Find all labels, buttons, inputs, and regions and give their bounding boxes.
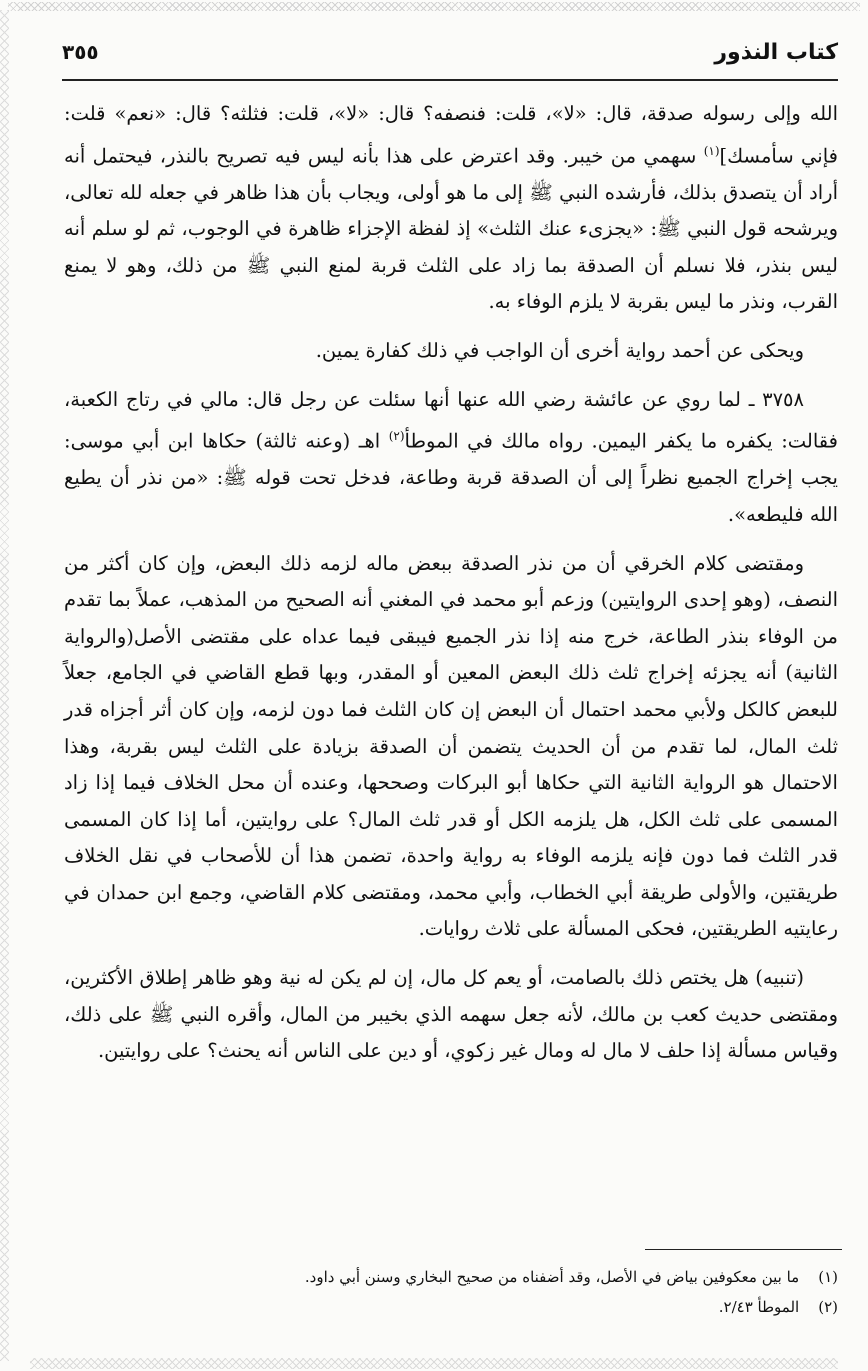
text-line: المال، وأقره النبي ﷺ على ذلك، وقياس مسألة إذا حلف لا مال له ومال غير <box>64 1002 838 1063</box>
text-line: زكوي، أو دين على الناس أنه يحنث؟ على روايتين. <box>97 1039 495 1063</box>
footnote-text: الموطأ ٢/٤٣. <box>718 1298 800 1316</box>
footnotes <box>64 1262 838 1322</box>
text-line: «نعم» قلت: فإني سأمسك] <box>64 102 839 168</box>
text-line: ٣٧٥٨ ـ لما روي عن عائشة رضي الله عنها أنها سئلت عن رجل قال: مالي في <box>166 387 805 411</box>
text-line: إطلاق الأكثرين، ومقتضى حديث كعب بن مالك، لأنه جعل سهمه الذي بخيبر من <box>64 966 839 1026</box>
text-line: رتاج الكعبة، فقالت: يكفره ما يكفر اليمين. رواه مالك في الموطأ <box>64 387 838 453</box>
text-line: وأبي محمد، ومقتضى كلام القاضي، وجمع ابن حمدان في رعايتيه الطريقتين، فحكى <box>64 880 838 941</box>
text-line: الاحتمال هو الرواية الثانية التي حكاها أبو البركات وصححها، وعنده أن محل الخلاف <box>163 771 838 795</box>
text-line: ما ليس بقربة لا يلزم الوفاء به. <box>488 290 735 314</box>
footnote-ref: (١) <box>703 143 720 158</box>
paragraph <box>64 960 838 1070</box>
text-line: احتمال أن البعض إن كان الثلث فما دون لزمه، وإن كان أثر أجزاه قدر ثلث المال، <box>64 697 838 758</box>
header-rule <box>62 79 838 81</box>
text-line: اهـ (وعنه ثالثة) <box>255 429 381 453</box>
paragraph <box>64 546 838 949</box>
footnote-number: (١) <box>818 1268 838 1286</box>
text-line: تحت قوله ﷺ: «من نذر أن يطيع الله فليطعه». <box>64 466 838 526</box>
text-line: ويجاب بأن هذا ظاهر في جعله لله تعالى، ويرشحه قول النبي ﷺ: «يجزىء عنك <box>64 180 839 241</box>
footnote <box>64 1292 838 1322</box>
main-text <box>64 96 838 1070</box>
footnote <box>64 1262 838 1292</box>
text-line: تضمن هذا أن للأصحاب في نقل الخلاف طريقتين، والأولى طريقة أبي الخطاب، <box>64 844 838 904</box>
text-line: تصريح بالنذر، فيحتمل أنه أراد أن يتصدق بذلك، فأرشده النبي ﷺ إلى ما هو أولى، <box>64 144 839 204</box>
text-line: من المذهب، عملاً بما تقدم من الوفاء بنذر الطاعة، خرج منه إذا نذر الجميع فيبقى <box>64 588 838 648</box>
text-line: المسألة على ثلاث روايات. <box>418 917 630 941</box>
text-line: سهمي من خيبر. وقد اعترض على هذا بأنه ليس فيه <box>274 144 697 168</box>
text-line: كان أكثر من النصف، (وهو إحدى الروايتين) وزعم أبو محمد في المغني أنه الصحيح <box>64 551 839 612</box>
text-line: حكاها ابن أبي موسى: يجب إخراج الجميع نظراً إلى أن الصدقة قربة وطاعة، فدخل <box>64 429 838 490</box>
footnote-text: ما بين معكوفين بياض في الأصل، وقد أضفناه من صحيح البخاري وسنن أبي داود. <box>304 1268 800 1286</box>
chapter-title: كتاب النذور <box>714 40 838 65</box>
text-line: ويحكى عن أحمد رواية أخرى أن الواجب في ذلك كفارة يمين. <box>315 339 804 363</box>
decorative-border-bottom <box>30 1358 838 1369</box>
footnote-number: (٢) <box>818 1298 838 1316</box>
text-line: (تنبيه) هل يختص ذلك بالصامت، أو يعم كل مال، إن لم يكن له نية وهو ظاهر <box>193 966 805 990</box>
paragraph <box>64 333 838 370</box>
text-line: الله وإلى رسوله صدقة، قال: «لا»، قلت: فنصفه؟ قال: «لا»، قلت: فثلثه؟ قال: <box>175 102 838 125</box>
text-line: لما تقدم من أن الحديث يتضمن أن الصدقة بزيادة على الثلث ليس بقربة، وهذا <box>64 734 738 758</box>
text-line: الثلث» إذ لفظة الإجزاء ظاهرة في الوجوب، ثم لو سلم أنه ليس بنذر، فلا نسلم أن <box>64 217 838 277</box>
page-number: ٣٥٥ <box>62 40 99 64</box>
paragraph <box>64 96 838 321</box>
decorative-border-left <box>0 10 9 1361</box>
text-line: فيما عداه على مقتضى الأصل(والرواية الثانية) أنه يجزئه إخراج ثلث ذلك البعض <box>64 624 838 685</box>
text-line: ومقتضى كلام الخرقي أن من نذر الصدقة ببعض ماله لزمه ذلك البعض، وإن <box>176 551 805 575</box>
text-line: المعين أو المقدر، وبها قطع القاضي في الجامع، جعلاً للبعض كالكل ولأبي محمد <box>64 661 838 721</box>
running-header <box>62 40 838 82</box>
text-line: فيما إذا زاد المسمى على ثلث الكل، هل يلزمه الكل أو قدر ثلث المال؟ على <box>64 771 838 831</box>
footnote-ref: (٢) <box>388 429 405 444</box>
footnote-rule <box>645 1249 842 1250</box>
paragraph <box>64 382 838 534</box>
text-line: الصدقة بما زاد على الثلث قربة لمنع النبي ﷺ من ذلك، وهو لا يمنع القرب، ونذر <box>64 253 838 314</box>
decorative-border-top <box>8 2 860 11</box>
text-line: روايتين، أما إذا كان المسمى قدر الثلث فما دون فإنه يلزمه الوفاء به رواية واحدة، <box>64 807 838 868</box>
